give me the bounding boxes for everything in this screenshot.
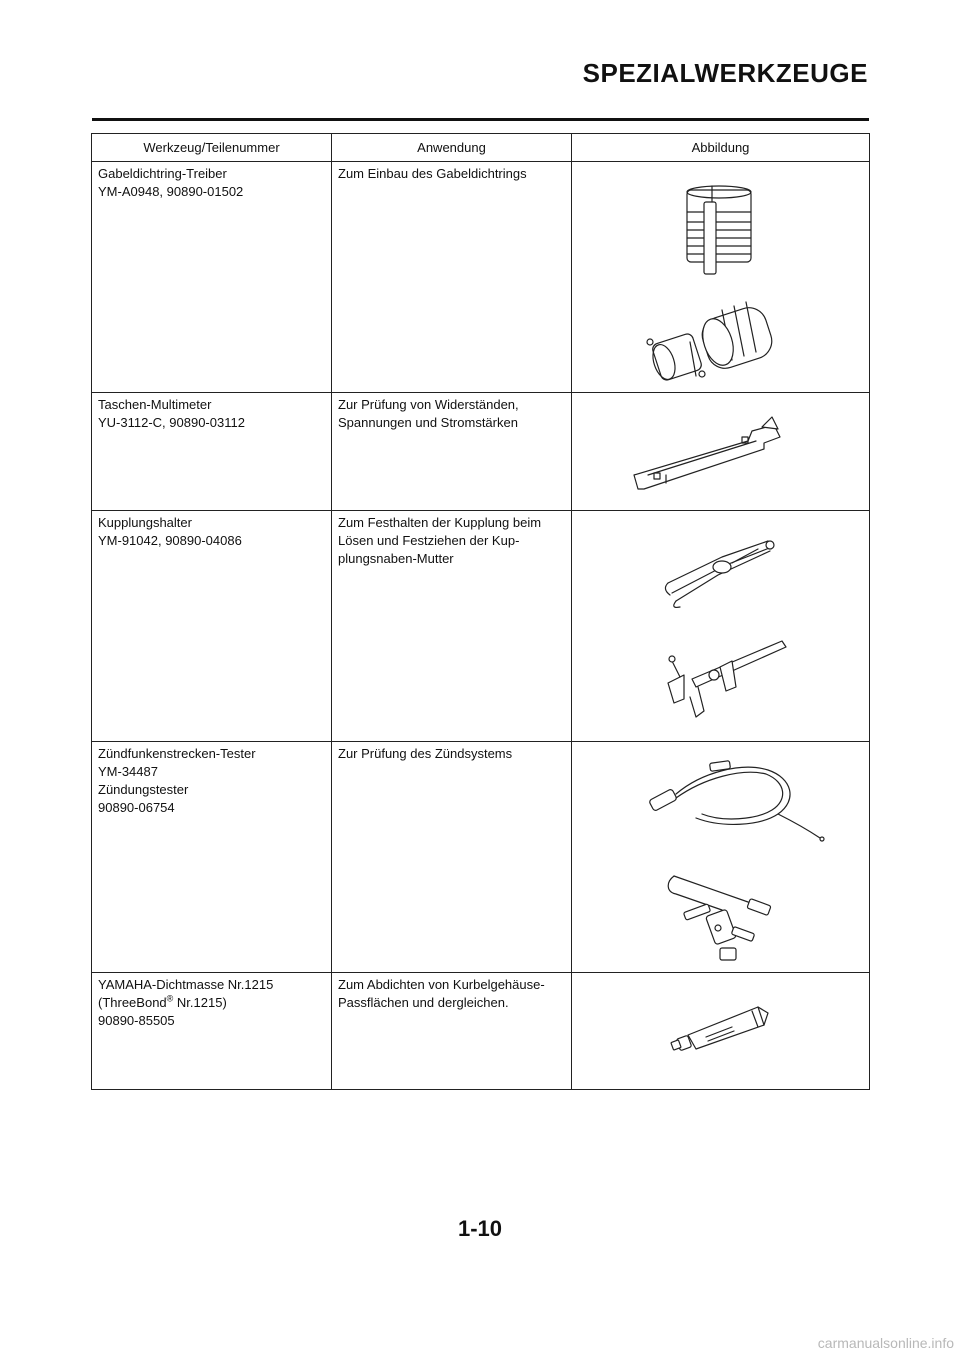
tool-cell	[92, 393, 332, 511]
table-row	[92, 393, 870, 511]
ignition-cable-tester-icon	[649, 761, 824, 841]
use-text: Passflächen und dergleichen.	[338, 995, 509, 1010]
tool-cell	[92, 162, 332, 393]
table-row	[92, 742, 870, 973]
fork-seal-driver-adapter-icon	[647, 302, 776, 382]
use-text: plungsnaben-Mutter	[338, 551, 454, 566]
sealant-tube-icon	[671, 1007, 768, 1051]
table-row	[92, 511, 870, 742]
part-number: YU-3112-C, 90890-03112	[98, 415, 245, 430]
use-text: Zum Festhalten der Kupplung beim	[338, 515, 542, 530]
title-divider	[92, 118, 869, 121]
image-cell	[572, 162, 870, 393]
tool-cell	[92, 511, 332, 742]
registered-mark: ®	[166, 993, 174, 1004]
part-number: 90890-06754	[98, 800, 175, 815]
column-header-image: Abbildung	[572, 134, 870, 162]
tool-name: Kupplungshalter	[98, 515, 192, 530]
use-text: Zum Abdichten von Kurbelgehäuse-	[338, 977, 545, 992]
table-header-row	[92, 134, 870, 162]
use-text: Zum Einbau des Gabeldichtrings	[338, 166, 527, 181]
image-cell	[572, 511, 870, 742]
table-row	[92, 162, 870, 393]
column-header-use: Anwendung	[332, 134, 572, 162]
use-cell	[332, 742, 572, 973]
clutch-holder-bar-icon	[668, 641, 786, 717]
use-text: Zur Prüfung des Zündsystems	[338, 746, 513, 761]
pocket-multimeter-tool-icon	[634, 417, 780, 489]
brand-name: (ThreeBond	[98, 995, 167, 1010]
ignition-spark-tester-icon	[668, 876, 771, 960]
fork-seal-driver-weight-icon	[687, 186, 751, 274]
image-cell	[572, 742, 870, 973]
tool-name: Zündungstester	[98, 782, 189, 797]
use-cell	[332, 162, 572, 393]
page-title: SPEZIALWERKZEUGE	[582, 58, 868, 88]
use-text: Zur Prüfung von Widerständen,	[338, 397, 519, 412]
use-text: Lösen und Festziehen der Kup-	[338, 533, 520, 548]
part-number: 90890-85505	[98, 1013, 175, 1028]
tool-cell	[92, 973, 332, 1090]
use-text: Spannungen und Stromstärken	[338, 415, 518, 430]
use-cell	[332, 393, 572, 511]
tool-name: YAMAHA-Dichtmasse Nr.1215	[98, 977, 274, 992]
watermark: carmanualsonline.info	[817, 1335, 954, 1351]
product-number: Nr.1215)	[176, 995, 227, 1010]
part-number: YM-91042, 90890-04086	[98, 533, 242, 548]
page-number: 1-10	[457, 1216, 503, 1241]
clutch-holder-pliers-icon	[665, 541, 774, 607]
part-number: YM-A0948, 90890-01502	[98, 184, 244, 199]
tool-name: Taschen-Multimeter	[98, 397, 212, 412]
tool-name: Zündfunkenstrecken-Tester	[98, 746, 256, 761]
tool-name-line	[98, 994, 325, 1012]
table-row	[92, 973, 870, 1090]
tool-cell	[92, 742, 332, 973]
special-tools-table	[91, 133, 870, 1090]
column-header-tool: Werkzeug/Teilenummer	[92, 134, 332, 162]
use-cell	[332, 973, 572, 1090]
use-cell	[332, 511, 572, 742]
image-cell	[572, 393, 870, 511]
part-number: YM-34487	[98, 764, 158, 779]
tool-name: Gabeldichtring-Treiber	[98, 166, 227, 181]
image-cell	[572, 973, 870, 1090]
